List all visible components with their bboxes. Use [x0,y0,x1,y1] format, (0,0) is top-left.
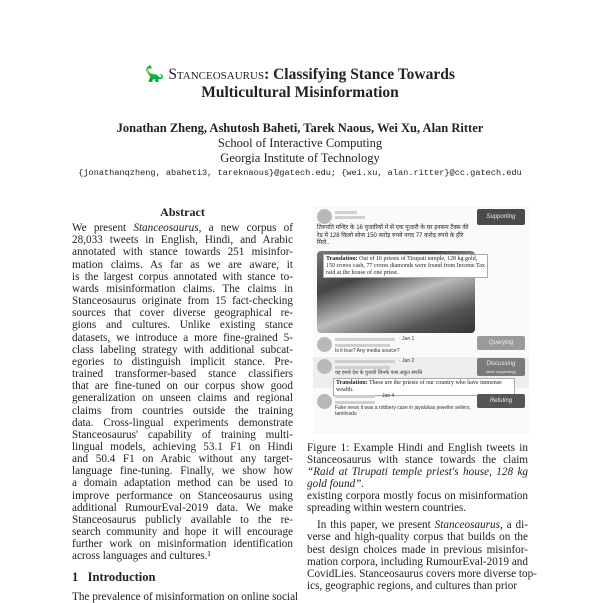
text-line: verse and high-quality corpus that builds on the [307,531,528,544]
figure-1 [313,206,529,434]
right-text [307,490,537,593]
text-line: class labeling strategy with additional subcat- [72,343,293,356]
intro-line: The prevalence of misinformation on online social [72,591,299,603]
reply-date: · Jan 1 [399,336,415,342]
text-line: across languages and cultures.¹ [72,550,211,563]
text-line: egories to distinguish implicit stance. Pre- [72,355,293,368]
text-line: search community and hope it will encourage [72,526,293,539]
translation-box: Translation: These are the priests of our country who have immense wealth. [333,378,515,396]
text-line: trained transformer-based stance classifiers [72,368,293,381]
text-line: mation corpora, including RumourEval-2019 and [307,555,528,568]
translation-box: Translation: Out of 16 priests of Tirupati temple, 128 kg gold, 150 crores cash, 77 crores diamonds were found from Income Tax raid at the house of one priest. [323,254,488,278]
text-line: 28,033 tweets in English, Hindi, and Arabic [72,234,293,247]
authors: Jonathan Zheng, Ashutosh Baheti, Tarek Naous, Wei Xu, Alan Ritter [116,121,484,135]
text-line: and 50.4 F1 on Arabic without any target- [72,453,293,466]
reply-date: · Jan 4 [379,393,395,399]
text-line: Stanceosaurus' capability of training multi- [72,428,293,441]
introduction [72,570,299,603]
abstract [72,206,293,563]
badge-refuting: Refuting [477,394,525,408]
text-line: additional RumourEval-2019 data. We make [72,501,293,514]
badge-supporting: Supporting [477,209,525,225]
figure-caption: Figure 1: Example Hindi and English tweets in Stanceosaurus with stance towards the claim “Raid at Tirupati temple priest's house, 128 kg gold found”. [307,442,528,491]
paper-title [0,66,600,102]
abstract-heading: Abstract [160,205,205,219]
reply-date: · Jan 2 [399,358,415,364]
author-block [0,121,600,181]
text-line: lingual models, achieving 53.1 F1 on Hindi [72,440,293,453]
title-line2: Multicultural Misinformation [201,84,399,101]
badge-discussing: Discussing (lean supporting) [477,358,525,376]
text-line: datasets, we introduce a more fine-grained 5- [72,331,293,344]
text-line: is the largest corpus annotated with stance to- [72,270,293,283]
text-line: wards misinformation claims. The claims in [72,282,293,295]
text-line: In this paper, we present Stanceosaurus, a di- [317,519,528,532]
text-line: spreading within western countries. [307,502,467,515]
text-line: best design choices made in previous misinfor- [307,543,528,556]
text-line: sources that cover diverse geographical re- [72,307,293,320]
hindi-tweet: तिरुपति मन्दिर के 16 पुजारियों में से एक पुजारी के घर इनकम टैक्स की रेड में 128 किलो सोना 150 करोड़ रुपये नगद 77 करोड़ रुपये के हीरे मिले.. [317,225,469,246]
reply-text: Is it true? Any media source? [335,348,400,354]
badge-querying: Querying [477,336,525,350]
text-line: that are fine-tuned on our corpus show good [72,380,293,393]
text-line: We present Stanceosaurus, a new corpus of [72,222,294,235]
title-line1: : Classifying Stance Towards [264,66,455,83]
text-line: mation claims. As far as we are aware, it [72,258,293,271]
reply-text: यह हमारे देश के पुजारी जिनके पास अकूत संपत्ति [335,370,423,376]
affiliation: School of Interactive Computing [217,136,383,150]
text-line: a domain adaptation method can be used to [72,477,293,490]
text-line: improve performance on Stanceosaurus using [72,489,293,502]
reply-text: Fake news it was a robbery case in jayalukas jeweller sellers, tamilnadu [335,405,471,417]
dinosaur-logo-icon: 🦕 [145,66,165,83]
text-line: language fine-tuning. Finally, we show how [72,465,293,478]
text-line: further work on misinformation identification [72,538,293,551]
emails: {jonathanqzheng, abaheti3, tareknaous}@gatech.edu; {wei.xu, alan.ritter}@cc.gatech.edu [78,168,522,178]
text-line: Stanceosaurus publicly available to the re- [72,513,293,526]
text-line: gions and cultures. Unlike existing stance [72,319,293,332]
text-line: generalization on unseen claims and regional [72,392,293,405]
text-line: existing corpora mostly focus on misinformation [307,490,528,502]
text-line: CovidLies. Stanceosaurus covers more diverse top- [307,567,537,580]
text-line: claims from countries outside the training [72,404,293,417]
text-line: data. Cross-lingual experiments demonstrate [72,416,293,429]
text-line: annotated with stance towards 251 misinfor- [72,246,293,259]
intro-heading: 1 Introduction [72,570,156,584]
avatar [317,209,332,224]
logo-text: Stanceosaurus [168,66,265,83]
institution: Georgia Institute of Technology [220,151,380,165]
text-line: Stanceosaurus originate from 15 fact-checking [72,295,293,308]
text-line: ics, geographic regions, and cultures than prior [307,580,518,593]
